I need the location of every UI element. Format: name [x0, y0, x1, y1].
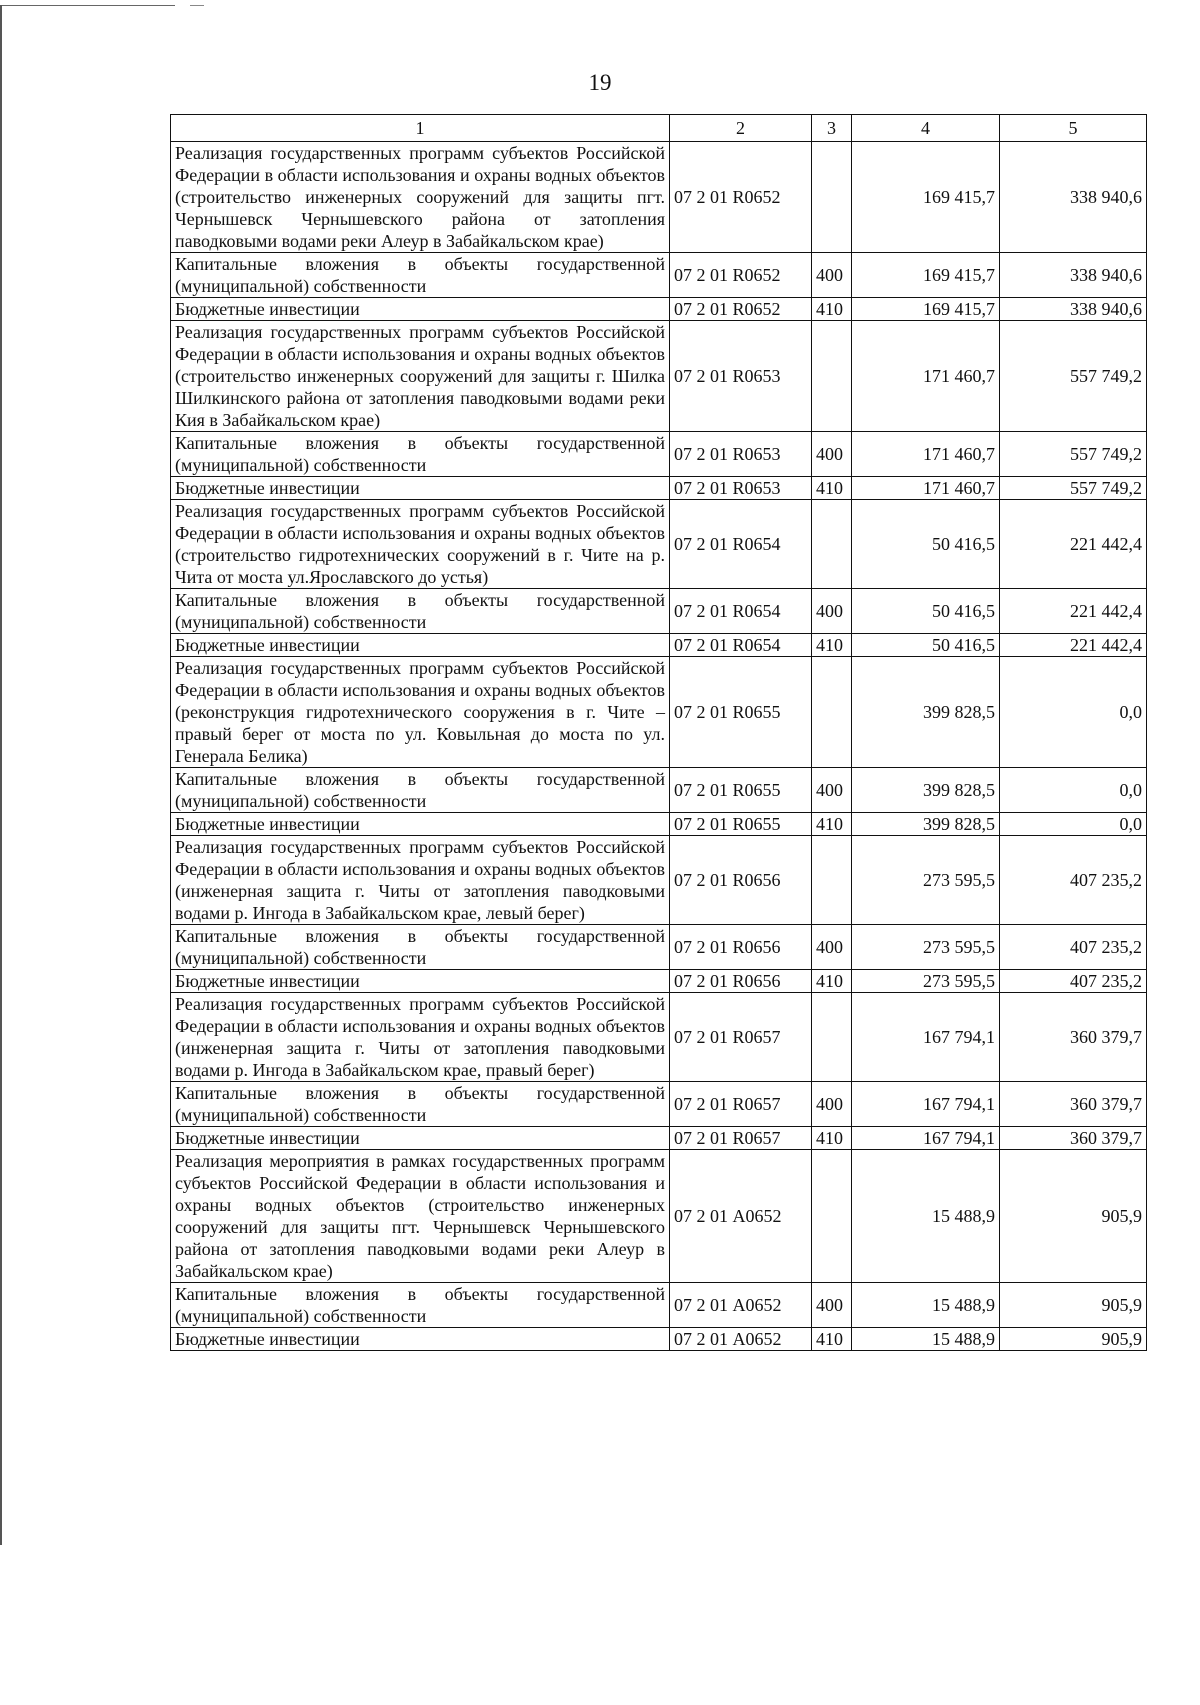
row-value-1: 15 488,9 [852, 1283, 1000, 1328]
table-row [171, 768, 1147, 813]
row-type: 410 [812, 634, 852, 657]
column-header-3: 3 [812, 115, 852, 142]
table-row [171, 142, 1147, 253]
row-type: 400 [812, 1082, 852, 1127]
row-value-2: 338 940,6 [1000, 142, 1147, 253]
row-type: 410 [812, 298, 852, 321]
row-name: Реализация государственных программ субъектов Российской Федерации в области использования и охраны водных объектов (инженерная защита г. Читы от затопления паводковыми водами р. Ингода в Забайкальском крае, левый берег) [171, 836, 670, 925]
row-name: Бюджетные инвестиции [171, 1328, 670, 1351]
table-body [171, 142, 1147, 1351]
row-type [812, 993, 852, 1082]
row-value-2: 221 442,4 [1000, 500, 1147, 589]
row-value-1: 169 415,7 [852, 298, 1000, 321]
row-type: 410 [812, 970, 852, 993]
row-type: 400 [812, 432, 852, 477]
row-name: Капитальные вложения в объекты государственной (муниципальной) собственности [171, 432, 670, 477]
row-value-2: 557 749,2 [1000, 321, 1147, 432]
row-type: 400 [812, 768, 852, 813]
scan-binding-line [0, 5, 2, 1545]
row-value-1: 169 415,7 [852, 142, 1000, 253]
row-code: 07 2 01 R0654 [670, 500, 812, 589]
table-row [171, 432, 1147, 477]
row-type: 400 [812, 589, 852, 634]
row-value-2: 905,9 [1000, 1150, 1147, 1283]
row-code: 07 2 01 R0655 [670, 813, 812, 836]
row-code: 07 2 01 R0653 [670, 477, 812, 500]
table-row [171, 925, 1147, 970]
column-header-4: 4 [852, 115, 1000, 142]
row-value-1: 399 828,5 [852, 813, 1000, 836]
row-code: 07 2 01 R0657 [670, 1082, 812, 1127]
row-type [812, 500, 852, 589]
row-name: Реализация государственных программ субъектов Российской Федерации в области использования и охраны водных объектов (строительство инженерных сооружений для защиты г. Шилка Шилкинского района от затопления паводковыми водами реки Кия в Забайкальском крае) [171, 321, 670, 432]
table-row [171, 321, 1147, 432]
table-row [171, 634, 1147, 657]
row-value-1: 273 595,5 [852, 970, 1000, 993]
row-name: Капитальные вложения в объекты государственной (муниципальной) собственности [171, 589, 670, 634]
row-value-1: 171 460,7 [852, 477, 1000, 500]
row-name: Бюджетные инвестиции [171, 970, 670, 993]
table-row [171, 589, 1147, 634]
row-value-2: 0,0 [1000, 768, 1147, 813]
row-code: 07 2 01 А0652 [670, 1150, 812, 1283]
row-value-1: 273 595,5 [852, 836, 1000, 925]
row-value-1: 15 488,9 [852, 1328, 1000, 1351]
row-value-1: 50 416,5 [852, 500, 1000, 589]
row-name: Бюджетные инвестиции [171, 1127, 670, 1150]
budget-table [170, 114, 1147, 1351]
column-header-2: 2 [670, 115, 812, 142]
row-code: 07 2 01 R0652 [670, 142, 812, 253]
row-value-1: 50 416,5 [852, 634, 1000, 657]
row-code: 07 2 01 R0657 [670, 993, 812, 1082]
row-value-2: 360 379,7 [1000, 1127, 1147, 1150]
row-name: Реализация государственных программ субъектов Российской Федерации в области использования и охраны водных объектов (реконструкция гидротехнического сооружения в г. Чите – правый берег от моста по ул. Ковыльная до моста по ул. Генерала Белика) [171, 657, 670, 768]
table-row [171, 1328, 1147, 1351]
row-value-2: 557 749,2 [1000, 477, 1147, 500]
row-name: Бюджетные инвестиции [171, 298, 670, 321]
row-value-2: 360 379,7 [1000, 1082, 1147, 1127]
row-value-2: 221 442,4 [1000, 634, 1147, 657]
row-name: Реализация мероприятия в рамках государственных программ субъектов Российской Федерации в области использования и охраны водных объектов (строительство инженерных сооружений для защиты пгт. Чернышевск Чернышевского района от затопления паводковыми водами реки Алеур в Забайкальском крае) [171, 1150, 670, 1283]
table-row [171, 813, 1147, 836]
column-header-1: 1 [171, 115, 670, 142]
row-value-1: 15 488,9 [852, 1150, 1000, 1283]
row-name: Бюджетные инвестиции [171, 813, 670, 836]
row-code: 07 2 01 R0655 [670, 657, 812, 768]
table-row [171, 1082, 1147, 1127]
row-name: Реализация государственных программ субъектов Российской Федерации в области использования и охраны водных объектов (строительство инженерных сооружений для защиты пгт. Чернышевск Чернышевского района от затопления паводковыми водами реки Алеур в Забайкальском крае) [171, 142, 670, 253]
row-value-1: 167 794,1 [852, 1082, 1000, 1127]
scan-edge-mark [190, 5, 204, 6]
row-code: 07 2 01 R0656 [670, 970, 812, 993]
row-code: 07 2 01 R0654 [670, 589, 812, 634]
row-value-1: 399 828,5 [852, 768, 1000, 813]
row-value-1: 167 794,1 [852, 1127, 1000, 1150]
row-name: Капитальные вложения в объекты государственной (муниципальной) собственности [171, 253, 670, 298]
row-value-2: 221 442,4 [1000, 589, 1147, 634]
table-row [171, 657, 1147, 768]
row-code: 07 2 01 R0653 [670, 432, 812, 477]
row-type: 410 [812, 1127, 852, 1150]
row-type: 400 [812, 253, 852, 298]
row-name: Капитальные вложения в объекты государственной (муниципальной) собственности [171, 768, 670, 813]
row-name: Бюджетные инвестиции [171, 634, 670, 657]
row-value-1: 167 794,1 [852, 993, 1000, 1082]
table-row [171, 836, 1147, 925]
row-type [812, 321, 852, 432]
row-type: 400 [812, 925, 852, 970]
row-code: 07 2 01 R0656 [670, 836, 812, 925]
row-type: 400 [812, 1283, 852, 1328]
row-name: Реализация государственных программ субъектов Российской Федерации в области использования и охраны водных объектов (строительство гидротехнических сооружений в г. Чите на р. Чита от моста ул.Ярославского до устья) [171, 500, 670, 589]
row-value-1: 169 415,7 [852, 253, 1000, 298]
row-code: 07 2 01 R0652 [670, 253, 812, 298]
row-name: Капитальные вложения в объекты государственной (муниципальной) собственности [171, 1082, 670, 1127]
table-header-row [171, 115, 1147, 142]
row-value-2: 407 235,2 [1000, 970, 1147, 993]
row-value-2: 407 235,2 [1000, 836, 1147, 925]
row-value-2: 905,9 [1000, 1328, 1147, 1351]
row-code: 07 2 01 А0652 [670, 1328, 812, 1351]
table-row [171, 1127, 1147, 1150]
table-row [171, 1150, 1147, 1283]
row-value-1: 399 828,5 [852, 657, 1000, 768]
row-code: 07 2 01 R0653 [670, 321, 812, 432]
row-name: Реализация государственных программ субъектов Российской Федерации в области использования и охраны водных объектов (инженерная защита г. Читы от затопления паводковыми водами р. Ингода в Забайкальском крае, правый берег) [171, 993, 670, 1082]
row-type: 410 [812, 1328, 852, 1351]
row-value-2: 0,0 [1000, 813, 1147, 836]
table-row [171, 477, 1147, 500]
table-row [171, 993, 1147, 1082]
scan-edge-line [0, 5, 175, 6]
page-number: 19 [588, 70, 612, 95]
row-name: Бюджетные инвестиции [171, 477, 670, 500]
row-code: 07 2 01 R0652 [670, 298, 812, 321]
row-value-1: 273 595,5 [852, 925, 1000, 970]
row-code: 07 2 01 А0652 [670, 1283, 812, 1328]
row-value-2: 338 940,6 [1000, 253, 1147, 298]
table-row [171, 1283, 1147, 1328]
row-code: 07 2 01 R0655 [670, 768, 812, 813]
row-type [812, 657, 852, 768]
row-value-2: 360 379,7 [1000, 993, 1147, 1082]
row-code: 07 2 01 R0656 [670, 925, 812, 970]
row-name: Капитальные вложения в объекты государственной (муниципальной) собственности [171, 925, 670, 970]
row-type [812, 1150, 852, 1283]
row-value-1: 50 416,5 [852, 589, 1000, 634]
table-row [171, 253, 1147, 298]
row-type [812, 142, 852, 253]
table-row [171, 970, 1147, 993]
row-value-2: 338 940,6 [1000, 298, 1147, 321]
row-code: 07 2 01 R0657 [670, 1127, 812, 1150]
row-type [812, 836, 852, 925]
row-value-1: 171 460,7 [852, 432, 1000, 477]
row-code: 07 2 01 R0654 [670, 634, 812, 657]
row-value-2: 0,0 [1000, 657, 1147, 768]
row-type: 410 [812, 813, 852, 836]
row-value-2: 557 749,2 [1000, 432, 1147, 477]
row-value-1: 171 460,7 [852, 321, 1000, 432]
column-header-5: 5 [1000, 115, 1147, 142]
row-value-2: 407 235,2 [1000, 925, 1147, 970]
table-row [171, 298, 1147, 321]
row-type: 410 [812, 477, 852, 500]
table-row [171, 500, 1147, 589]
row-name: Капитальные вложения в объекты государственной (муниципальной) собственности [171, 1283, 670, 1328]
row-value-2: 905,9 [1000, 1283, 1147, 1328]
